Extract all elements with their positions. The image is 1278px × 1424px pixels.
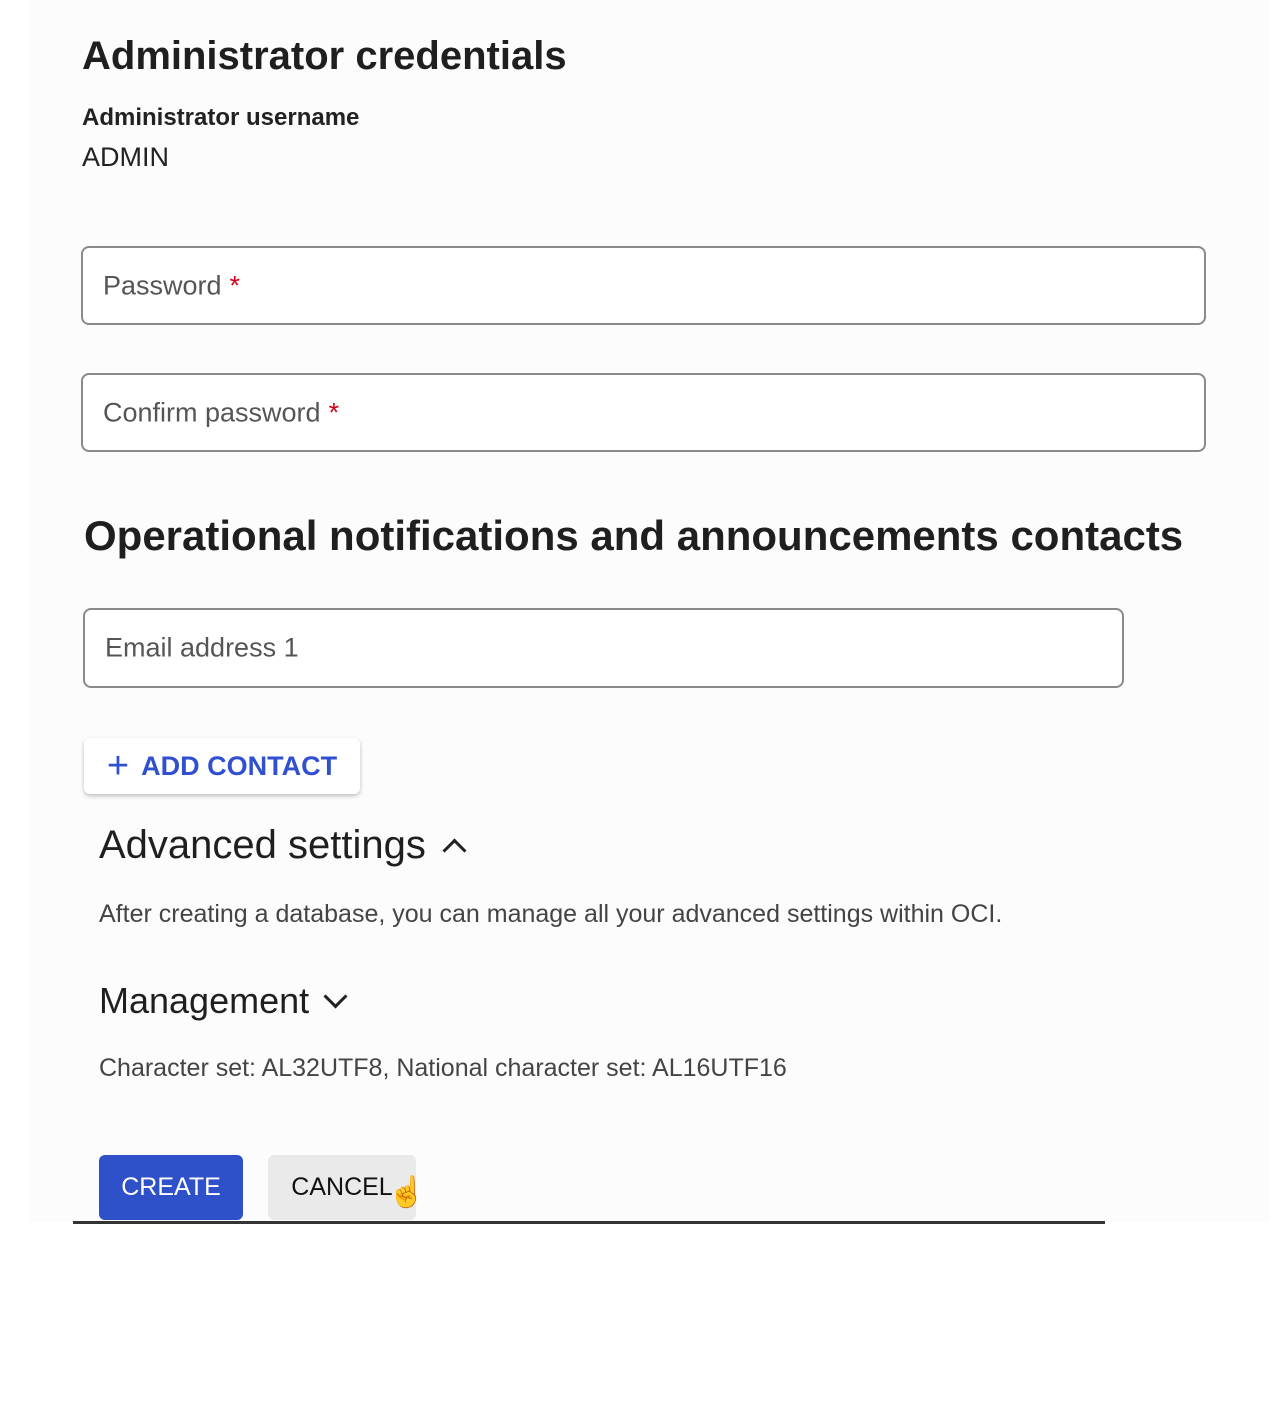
email-placeholder: Email address 1 — [105, 632, 299, 663]
chevron-up-icon — [442, 838, 466, 862]
required-mark: * — [328, 397, 340, 427]
password-placeholder: Password — [103, 270, 222, 300]
management-heading: Management — [99, 980, 310, 1021]
management-toggle[interactable] — [99, 980, 344, 1022]
chevron-down-icon — [324, 984, 348, 1008]
character-set-info: Character set: AL32UTF8, National character set: AL16UTF16 — [99, 1054, 787, 1082]
add-contact-label: ADD CONTACT — [141, 750, 338, 781]
add-contact-button[interactable] — [84, 738, 360, 794]
admin-username-value: ADMIN — [82, 142, 169, 172]
hand-cursor-icon: ☝ — [388, 1176, 426, 1209]
password-field[interactable] — [81, 246, 1206, 325]
confirm-password-placeholder: Confirm password — [103, 397, 321, 427]
create-button[interactable]: CREATE — [99, 1155, 243, 1220]
contacts-heading: Operational notifications and announcements contacts — [84, 512, 1184, 559]
plus-icon: + — [106, 745, 130, 787]
admin-username-label: Administrator username — [82, 104, 360, 131]
advanced-settings-heading: Advanced settings — [99, 823, 426, 867]
advanced-settings-description: After creating a database, you can manage all your advanced settings within OCI. — [99, 900, 1003, 928]
required-mark: * — [229, 270, 241, 300]
advanced-settings-toggle[interactable] — [99, 823, 463, 868]
cancel-button[interactable]: CANCEL — [268, 1155, 416, 1220]
confirm-password-field[interactable] — [81, 373, 1206, 452]
divider — [73, 1221, 1105, 1224]
email-address-field[interactable] — [83, 608, 1124, 688]
admin-credentials-heading: Administrator credentials — [82, 34, 567, 78]
